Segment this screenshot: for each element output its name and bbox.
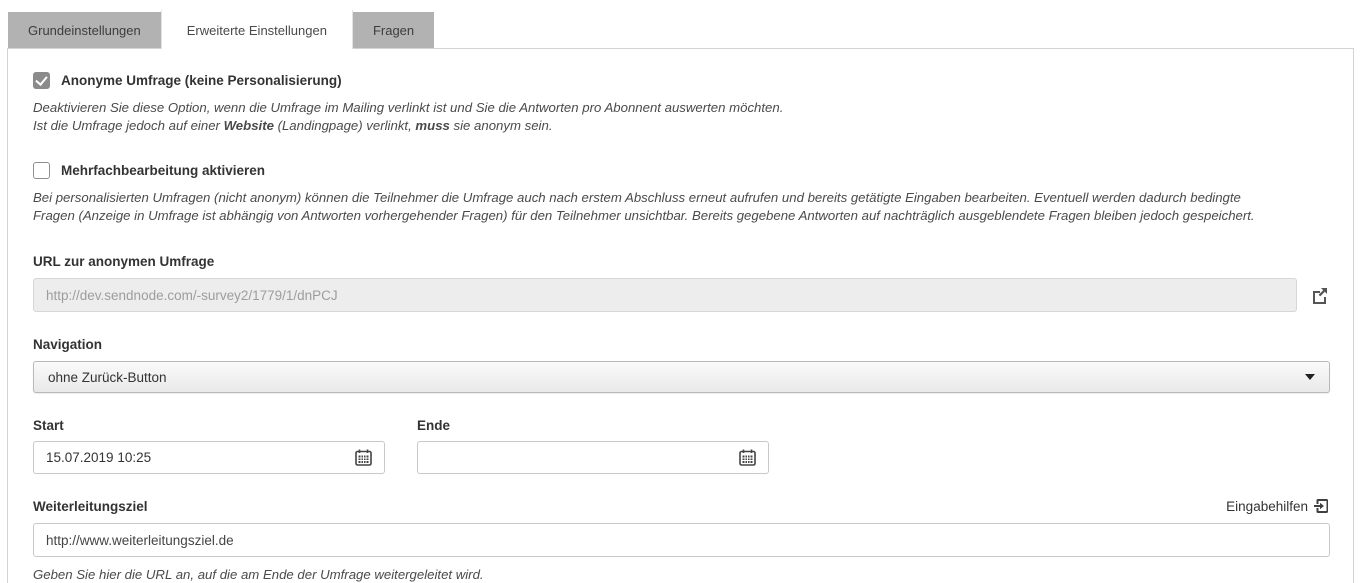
anonymous-survey-label[interactable]: Anonyme Umfrage (keine Personalisierung) <box>61 73 342 88</box>
multi-edit-checkbox[interactable] <box>33 162 50 179</box>
calendar-icon[interactable] <box>355 449 372 466</box>
navigation-selected-value: ohne Zurück-Button <box>48 369 167 385</box>
calendar-icon[interactable] <box>739 449 756 466</box>
navigation-select[interactable] <box>33 361 1330 393</box>
end-date-field <box>417 441 769 474</box>
anonymous-description-line1: Deaktivieren Sie diese Option, wenn die Umfrage im Mailing verlinkt ist und Sie die Antworten pro Abonnent auswerten möchten. <box>33 100 784 115</box>
start-date-input[interactable] <box>46 450 355 465</box>
anonymous-survey-row <box>33 72 1330 89</box>
input-helper-icon <box>1314 498 1330 514</box>
redirect-header-row <box>33 498 1330 514</box>
anonymous-survey-description <box>33 99 1330 134</box>
input-helpers-link[interactable] <box>1226 498 1330 514</box>
navigation-label: Navigation <box>33 337 103 352</box>
external-link-icon[interactable] <box>1310 285 1330 305</box>
survey-url-row <box>33 278 1330 312</box>
tab-grundeinstellungen[interactable]: Grundeinstellungen <box>8 12 161 48</box>
chevron-down-icon <box>1305 374 1315 380</box>
multi-edit-description-line1: Bei personalisierten Umfragen (nicht anonym) können die Teilnehmer die Umfrage auch nach erstem Abschluss erneut aufrufen und bereits getätigte Eingaben bearbeiten. Eventuell werden dadurch bedingte <box>33 190 1241 205</box>
multi-edit-label[interactable]: Mehrfachbearbeitung aktivieren <box>61 163 266 178</box>
anonymous-description-line2: Ist die Umfrage jedoch auf einer Website (Landingpage) verlinkt, muss sie anonym sein. <box>33 117 553 133</box>
start-date-field <box>33 441 385 474</box>
tab-fragen[interactable]: Fragen <box>353 12 434 48</box>
redirect-hint: Geben Sie hier die URL an, auf die am Ende der Umfrage weitergeleitet wird. <box>33 567 484 582</box>
start-label: Start <box>33 418 64 433</box>
tab-bar <box>0 0 1361 48</box>
redirect-label: Weiterleitungsziel <box>33 498 148 514</box>
survey-url-label: URL zur anonymen Umfrage <box>33 254 215 269</box>
multi-edit-description <box>33 189 1330 224</box>
end-column <box>417 418 769 474</box>
anonymous-survey-checkbox[interactable] <box>33 72 50 89</box>
schedule-row <box>33 418 1330 474</box>
redirect-url-input[interactable] <box>33 523 1330 557</box>
multi-edit-description-line2: Fragen (Anzeige in Umfrage ist abhängig von Antworten vorhergehender Fragen) für den Teilnehmer unsichtbar. Bereits gegebene Antworten auf nachträglich ausgeblendete Fragen bleiben jedoch gespeichert. <box>33 207 1255 223</box>
tab-erweiterte-einstellungen[interactable]: Erweiterte Einstellungen <box>161 10 353 49</box>
end-date-input[interactable] <box>430 450 739 465</box>
input-helpers-label: Eingabehilfen <box>1226 498 1308 514</box>
survey-url-input <box>33 278 1297 312</box>
end-label: Ende <box>417 418 451 433</box>
start-column <box>33 418 385 474</box>
multi-edit-row <box>33 162 1330 179</box>
settings-panel <box>7 48 1354 583</box>
